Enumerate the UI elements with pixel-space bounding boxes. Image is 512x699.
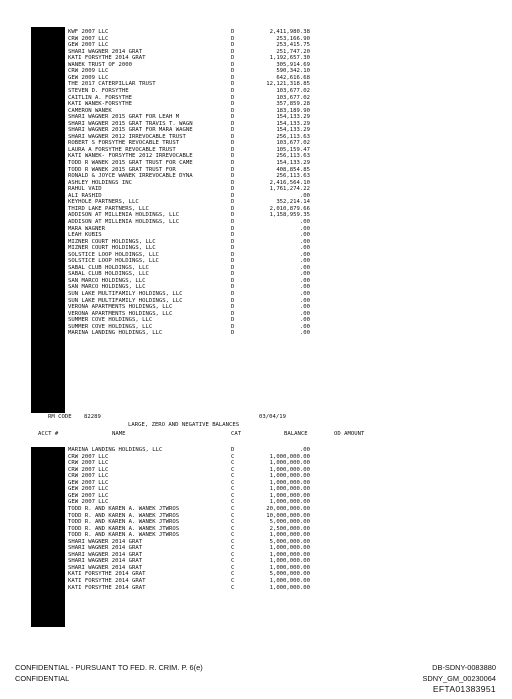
account-category: C	[231, 564, 235, 571]
account-balance: 103,677.02	[276, 140, 310, 147]
account-name: SOLSTICE LOOP HOLDINGS, LLC	[68, 251, 159, 258]
account-balance: 1,158,959.35	[269, 212, 310, 219]
account-category: D	[231, 160, 235, 166]
account-name: SUMMER COVE HOLDINGS, LLC	[68, 323, 153, 330]
account-category: D	[231, 277, 235, 284]
account-category: D	[231, 153, 235, 160]
redaction-bar-top	[31, 27, 65, 413]
account-balance: 154,133.29	[276, 114, 310, 121]
account-name: TODD R WANEK 2015 GRAT TRUST FOR CAME	[68, 160, 193, 166]
account-name: GEW 2007 LLC	[68, 499, 109, 506]
account-name: WANEK TRUST OF 2000	[68, 61, 132, 68]
column-header-od-amount: OD AMOUNT	[334, 431, 365, 437]
account-balance: 590,342.10	[276, 68, 310, 75]
account-name: CRW 2007 LLC	[68, 473, 109, 480]
account-category: D	[231, 238, 235, 245]
account-name: ASHLEY HOLDINGS INC	[68, 179, 132, 186]
account-name: STEVEN D. FORSYTHE	[68, 87, 129, 94]
account-name: CRW 2007 LLC	[68, 35, 109, 42]
account-category: D	[231, 323, 235, 330]
bates-number-efta: EFTA01383951	[432, 684, 496, 694]
account-category: C	[231, 532, 235, 539]
account-balance: 642,616.68	[276, 74, 310, 81]
account-category: C	[231, 545, 235, 552]
account-category: D	[231, 42, 235, 49]
account-category: D	[231, 271, 235, 278]
account-balance: 1,000,000.00	[269, 558, 310, 565]
account-name: SABAL CLUB HOLDINGS, LLC	[68, 264, 149, 271]
account-name: SHARI WAGNER 2014 GRAT	[68, 48, 143, 55]
account-category: C	[231, 525, 235, 532]
account-balance: 1,000,000.00	[269, 466, 310, 473]
account-balance: 103,677.02	[276, 94, 310, 101]
account-balance: 12,121,318.85	[266, 81, 310, 88]
account-balance: 256,113.63	[276, 133, 310, 140]
account-balance: 253,415.75	[276, 42, 310, 49]
account-name: CAITLIN A. FORSYTHE	[68, 94, 132, 101]
account-name: CRW 2007 LLC	[68, 453, 109, 460]
account-category: C	[231, 558, 235, 565]
account-balance: 1,000,000.00	[269, 492, 310, 499]
account-name: SHARI WAGNER 2015 GRAT FOR MARA WAGNE	[68, 127, 193, 134]
account-name: LAURA A FORSYTHE REVOCABLE TRUST	[68, 146, 176, 153]
account-balance: .00	[299, 310, 310, 317]
account-category: C	[231, 473, 235, 480]
report-date: 03/04/19	[259, 414, 286, 420]
account-category: C	[231, 505, 235, 512]
account-balance: 183,189.90	[276, 107, 310, 114]
bates-number-sdny: SDNY_GM_00230064	[422, 674, 496, 683]
account-balance: 1,000,000.00	[269, 486, 310, 493]
account-category: D	[231, 218, 235, 225]
account-name: TODD R. AND KAREN A. WANEK JTWROS	[68, 512, 180, 519]
account-category: D	[231, 192, 235, 199]
account-category: D	[231, 447, 235, 453]
account-name: SHARI WAGNER 2014 GRAT	[68, 558, 143, 565]
account-category: D	[231, 114, 235, 121]
account-balance: .00	[299, 304, 310, 311]
account-name: SOLSTICE LOOP HOLDINGS, LLC	[68, 258, 159, 265]
account-balance: 1,000,000.00	[269, 545, 310, 552]
account-name: GEW 2007 LLC	[68, 492, 109, 499]
account-balance: 105,159.47	[276, 146, 310, 153]
account-category: C	[231, 492, 235, 499]
account-name: MIZNER COURT HOLDINGS, LLC	[68, 245, 156, 252]
account-category: D	[231, 81, 235, 88]
account-category: C	[231, 551, 235, 558]
account-balance: 2,416,564.10	[269, 179, 310, 186]
account-balance: .00	[299, 192, 310, 199]
account-category: D	[231, 304, 235, 311]
account-balance: 1,192,657.30	[269, 55, 310, 62]
account-name: MARA WAGNER	[68, 225, 106, 232]
account-category: D	[231, 68, 235, 75]
account-balance: 20,000,000.00	[266, 505, 310, 512]
account-balance: 10,000,000.00	[266, 512, 310, 519]
table-row	[68, 585, 310, 592]
account-balance: 1,000,000.00	[269, 564, 310, 571]
account-name: TODD R. AND KAREN A. WANEK JTWROS	[68, 505, 180, 512]
account-name: KATI FORSYTHE 2014 GRAT	[68, 578, 146, 584]
account-name: KATI WANEK- FORSYTHE 2012 IRREVOCABLE	[68, 153, 193, 160]
account-name: KATI FORSYTHE 2014 GRAT	[68, 55, 146, 62]
account-name: TODD R. AND KAREN A. WANEK JTWROS	[68, 519, 180, 526]
account-balance: .00	[299, 323, 310, 330]
account-category: D	[231, 127, 235, 134]
account-name: ALI RASHID	[68, 192, 102, 199]
rm-code-label: RM CODE	[48, 414, 72, 420]
account-balance: .00	[299, 258, 310, 265]
account-category: D	[231, 225, 235, 232]
account-name: CRW 2007 LLC	[68, 460, 109, 467]
account-category: D	[231, 61, 235, 68]
account-category: D	[231, 317, 235, 324]
account-balance: 5,000,000.00	[269, 571, 310, 578]
account-category: C	[231, 486, 235, 493]
account-category: D	[231, 55, 235, 62]
account-name: SHARI WAGNER 2014 GRAT	[68, 551, 143, 558]
account-name: ADDISON AT MILLENIA HOLDINGS, LLC	[68, 218, 180, 225]
account-category: D	[231, 186, 235, 193]
account-balance: 256,113.63	[276, 173, 310, 180]
account-name: SHARI WAGNER 2015 GRAT TRAVIS T. WAGN	[68, 120, 193, 127]
account-name: GEW 2009 LLC	[68, 74, 109, 81]
account-category: C	[231, 519, 235, 526]
account-category: D	[231, 245, 235, 252]
account-name: KATI FORSYTHE 2014 GRAT	[68, 584, 146, 591]
account-balance: 1,000,000.00	[269, 532, 310, 539]
account-category: D	[231, 330, 235, 337]
account-balance: .00	[299, 284, 310, 291]
column-header-balance: BALANCE	[284, 431, 308, 437]
table-row	[68, 330, 310, 337]
account-balance: 5,000,000.00	[269, 519, 310, 526]
account-balance: .00	[299, 330, 310, 337]
account-category: D	[231, 133, 235, 140]
redaction-bar-bottom	[31, 447, 65, 627]
account-name: KEYHOLE PARTNERS, LLC	[68, 199, 139, 206]
account-balance: .00	[299, 238, 310, 245]
account-category: D	[231, 146, 235, 153]
account-category: D	[231, 107, 235, 114]
account-category: D	[231, 232, 235, 239]
account-balance: 256,113.63	[276, 153, 310, 160]
account-balance: .00	[299, 225, 310, 232]
account-category: D	[231, 179, 235, 186]
account-category: C	[231, 578, 235, 584]
account-name: KATI FORSYTHE 2014 GRAT	[68, 571, 146, 578]
account-balance: .00	[299, 218, 310, 225]
account-category: D	[231, 291, 235, 297]
account-name: MIZNER COURT HOLDINGS, LLC	[68, 238, 156, 245]
account-name: KATI WANEK-FORSYTHE	[68, 101, 132, 108]
account-category: D	[231, 48, 235, 55]
account-balance: .00	[299, 291, 310, 297]
account-balance: 1,000,000.00	[269, 473, 310, 480]
account-category: C	[231, 453, 235, 460]
account-balance: 251,747.20	[276, 48, 310, 55]
account-name: LEAH KUBIS	[68, 232, 102, 239]
bates-number-db: DB-SDNY-0083880	[432, 663, 496, 672]
account-name: THE 2017 CATERPILLAR TRUST	[68, 81, 156, 88]
account-balance: 154,133.29	[276, 160, 310, 166]
account-balance: .00	[299, 251, 310, 258]
account-category: D	[231, 35, 235, 42]
rm-code-value: 82289	[84, 414, 101, 420]
confidential-notice: CONFIDENTIAL - PURSUANT TO FED. R. CRIM. P. 6(e)	[15, 663, 203, 672]
account-category: D	[231, 199, 235, 206]
account-category: C	[231, 499, 235, 506]
account-category: C	[231, 538, 235, 545]
account-name: SABAL CLUB HOLDINGS, LLC	[68, 271, 149, 278]
account-name: SHARI WAGNER 2012 IRREVOCABLE TRUST	[68, 133, 186, 140]
account-category: D	[231, 284, 235, 291]
account-balance: 1,000,000.00	[269, 551, 310, 558]
account-balance: 408,854.85	[276, 166, 310, 173]
account-category: D	[231, 29, 235, 35]
account-balance: 1,000,000.00	[269, 584, 310, 591]
account-balance: .00	[299, 264, 310, 271]
account-category: C	[231, 479, 235, 486]
report-title: LARGE, ZERO AND NEGATIVE BALANCES	[128, 422, 240, 428]
account-balance: 357,859.28	[276, 101, 310, 108]
account-name: CAMERON WANEK	[68, 107, 112, 114]
account-category: D	[231, 297, 235, 304]
account-category: D	[231, 212, 235, 219]
account-balance: .00	[299, 297, 310, 304]
account-balance: 103,677.02	[276, 87, 310, 94]
account-balance: .00	[299, 447, 310, 453]
account-category: D	[231, 251, 235, 258]
account-name: CRW 2007 LLC	[68, 466, 109, 473]
account-name: SUMMER COVE HOLDINGS, LLC	[68, 317, 153, 324]
account-name: KWF 2007 LLC	[68, 29, 109, 35]
account-name: SAN MARCO HOLDINGS, LLC	[68, 277, 146, 284]
account-balance: 1,000,000.00	[269, 453, 310, 460]
account-balance: 1,000,000.00	[269, 479, 310, 486]
column-header-cat: CAT	[231, 431, 242, 437]
account-category: D	[231, 74, 235, 81]
account-balance: .00	[299, 317, 310, 324]
account-balance: 5,000,000.00	[269, 538, 310, 545]
account-category: D	[231, 140, 235, 147]
account-category: C	[231, 571, 235, 578]
account-balance: .00	[299, 271, 310, 278]
account-name: TODD R. AND KAREN A. WANEK JTWROS	[68, 525, 180, 532]
account-category: C	[231, 466, 235, 473]
account-name: GEW 2007 LLC	[68, 42, 109, 49]
account-name: MARINA LANDING HOLDINGS, LLC	[68, 447, 163, 453]
column-header-acct: ACCT #	[38, 431, 59, 437]
account-name: SUN LAKE MULTIFAMILY HOLDINGS, LLC	[68, 291, 183, 297]
account-category: D	[231, 101, 235, 108]
account-name: TODD R WANEK 2015 GRAT TRUST FOR	[68, 166, 176, 173]
account-balance: 352,214.14	[276, 199, 310, 206]
account-category: D	[231, 264, 235, 271]
account-name: TODD R. AND KAREN A. WANEK JTWROS	[68, 532, 180, 539]
account-name: VERONA APARTMENTS HOLDINGS, LLC	[68, 310, 173, 317]
account-balance: 1,000,000.00	[269, 499, 310, 506]
account-balance: 1,000,000.00	[269, 578, 310, 584]
account-name: ADDISON AT MILLENIA HOLDINGS, LLC	[68, 212, 180, 219]
account-balance: 154,133.29	[276, 127, 310, 134]
account-name: SHARI WAGNER 2015 GRAT FOR LEAH M	[68, 114, 180, 121]
account-name: THIRD LAKE PARTNERS, LLC	[68, 205, 149, 212]
account-category: C	[231, 512, 235, 519]
account-name: VERONA APARTMENTS HOLDINGS, LLC	[68, 304, 173, 311]
account-balance: 2,500,000.00	[269, 525, 310, 532]
account-balance: 305,914.69	[276, 61, 310, 68]
account-balance: 154,133.29	[276, 120, 310, 127]
account-balance: 2,411,980.38	[269, 29, 310, 35]
account-balance: .00	[299, 245, 310, 252]
account-category: D	[231, 166, 235, 173]
account-balance: .00	[299, 232, 310, 239]
column-header-name: NAME	[112, 431, 126, 437]
account-name: SUN LAKE MULTIFAMILY HOLDINGS, LLC	[68, 297, 183, 304]
account-category: D	[231, 87, 235, 94]
account-category: D	[231, 310, 235, 317]
account-name: ROBERT S FORSYTHE REVOCABLE TRUST	[68, 140, 180, 147]
confidential-label: CONFIDENTIAL	[15, 674, 70, 683]
account-category: D	[231, 258, 235, 265]
account-name: SHARI WAGNER 2014 GRAT	[68, 564, 143, 571]
account-balance: .00	[299, 277, 310, 284]
account-name: RONALD & JOYCE WANEK IRREVOCABLE DYNA	[68, 173, 193, 180]
account-category: D	[231, 205, 235, 212]
account-name: SAN MARCO HOLDINGS, LLC	[68, 284, 146, 291]
account-category: D	[231, 120, 235, 127]
account-balance: 1,000,000.00	[269, 460, 310, 467]
account-category: C	[231, 584, 235, 591]
account-name: MARINA LANDING HOLDINGS, LLC	[68, 330, 163, 337]
account-name: GEW 2007 LLC	[68, 479, 109, 486]
account-name: CRW 2009 LLC	[68, 68, 109, 75]
account-name: SHARI WAGNER 2014 GRAT	[68, 538, 143, 545]
account-name: SHARI WAGNER 2014 GRAT	[68, 545, 143, 552]
account-category: C	[231, 460, 235, 467]
account-balance: 253,166.90	[276, 35, 310, 42]
account-balance: 1,761,274.22	[269, 186, 310, 193]
account-name: RAHUL VAID	[68, 186, 102, 193]
account-category: D	[231, 173, 235, 180]
account-name: GEW 2007 LLC	[68, 486, 109, 493]
account-balance: 2,010,879.66	[269, 205, 310, 212]
account-category: D	[231, 94, 235, 101]
